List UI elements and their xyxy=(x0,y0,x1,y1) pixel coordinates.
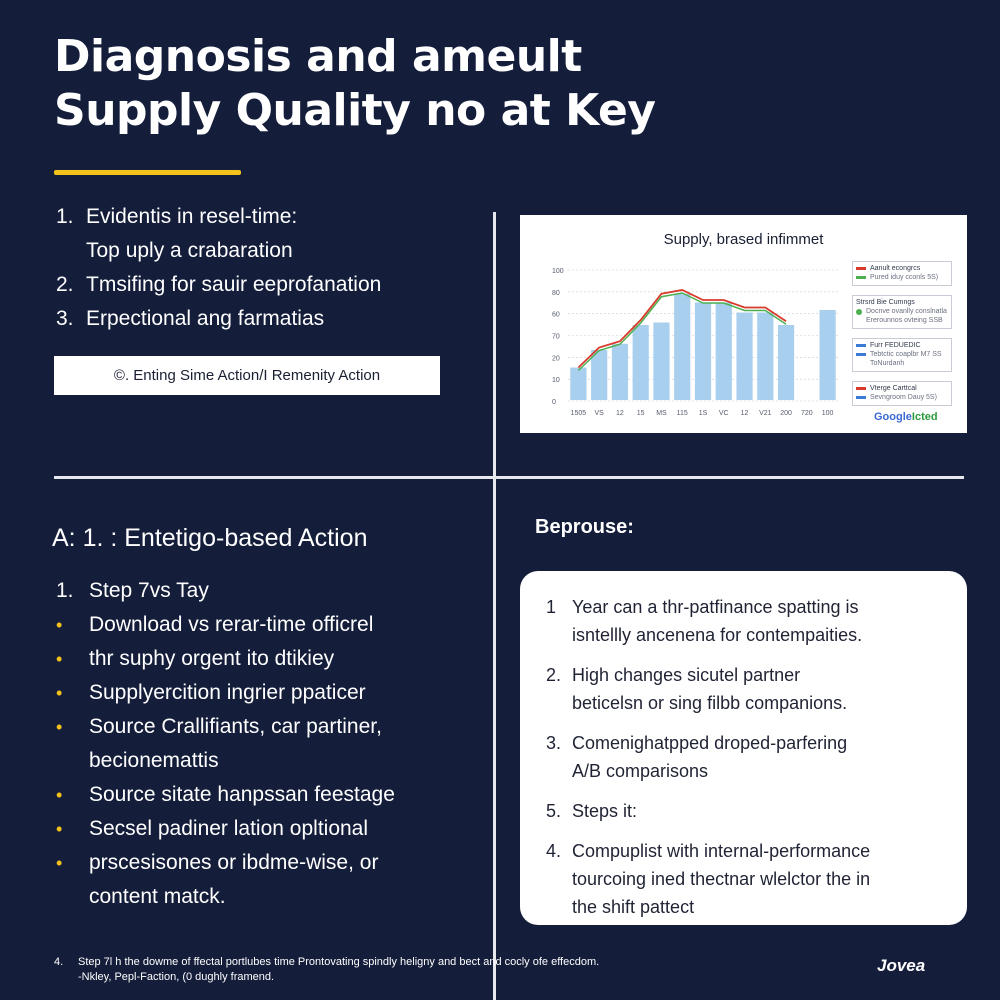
legend-line-icon xyxy=(856,276,866,279)
x-tick-label: 100 xyxy=(821,410,834,417)
y-tick-label: 80 xyxy=(552,289,560,297)
list-number: 5. xyxy=(546,801,562,821)
chart-bar xyxy=(820,310,836,400)
top-list xyxy=(56,200,466,336)
y-tick-label: 20 xyxy=(552,355,560,363)
page-title xyxy=(54,30,954,138)
chart-bar xyxy=(633,325,649,400)
action-button[interactable] xyxy=(54,356,440,395)
list-text: Tmsifing for sauir eeprofanation xyxy=(86,273,382,296)
legend-line-icon xyxy=(856,344,866,347)
list-number: 4. xyxy=(546,841,562,861)
list-text xyxy=(89,642,334,676)
response-text xyxy=(572,593,862,649)
response-text-line: Comenighatpped droped-parfering xyxy=(572,733,848,753)
response-text-line: Steps it: xyxy=(572,801,638,821)
brand-logo: Jovea xyxy=(877,956,926,975)
title-accent-bar xyxy=(54,170,241,175)
list-text xyxy=(86,200,297,268)
x-tick-label: 12 xyxy=(740,410,749,417)
footer-line: -Nkley, Pepl-Faction, (0 dughly framend. xyxy=(78,971,275,983)
footer-number: 4. xyxy=(54,956,64,968)
footer-note xyxy=(54,955,754,985)
step-list-item xyxy=(56,676,476,710)
legend-line-icon xyxy=(856,396,866,399)
top-list-item xyxy=(56,302,466,336)
legend-title: Strsrd Bie Cumngs xyxy=(856,299,915,306)
chart-legend xyxy=(852,261,952,415)
list-number: 1. xyxy=(56,205,74,228)
list-text-line: Source sitate hanpssan feestage xyxy=(89,783,395,806)
bullet-icon: • xyxy=(56,615,63,635)
response-text-line: Compuplist with internal-performance xyxy=(572,841,871,861)
list-text: Erpectional ang farmatias xyxy=(86,307,325,330)
response-text xyxy=(572,729,847,785)
list-text-line: thr suphy orgent ito dtikiey xyxy=(89,647,335,670)
step-list-item xyxy=(56,574,476,608)
list-text-line: becionemattis xyxy=(89,749,219,772)
list-number: 3. xyxy=(546,733,562,753)
response-text-line: A/B comparisons xyxy=(572,761,709,781)
step-list-item xyxy=(56,778,476,812)
bullet-icon: • xyxy=(56,785,63,805)
legend-item xyxy=(852,338,952,372)
list-number: 1 xyxy=(546,597,557,617)
step-list-item xyxy=(56,642,476,676)
y-tick-label: 0 xyxy=(552,399,556,406)
brand-prefix: Google xyxy=(874,411,912,423)
legend-item xyxy=(852,381,952,406)
chart-bar xyxy=(653,323,669,401)
top-list-item xyxy=(56,200,466,268)
chart-bar xyxy=(695,303,711,401)
x-tick-label: MS xyxy=(656,410,667,417)
chart-bar xyxy=(591,350,607,400)
y-tick-label: 60 xyxy=(552,311,560,319)
chart-bar xyxy=(570,368,586,401)
legend-line-icon xyxy=(856,267,866,270)
response-text-line: tourcoing ined thectnar wlelctor the in xyxy=(572,869,871,889)
response-item xyxy=(546,837,951,921)
y-tick-label: 70 xyxy=(552,333,560,341)
chart-bar xyxy=(674,294,690,400)
list-text-line: prscesisones or ibdme-wise, or xyxy=(89,851,379,874)
list-text xyxy=(89,812,368,846)
x-tick-label: VC xyxy=(718,410,729,417)
chart-bar xyxy=(716,303,732,401)
chart-bar xyxy=(736,313,752,401)
list-text xyxy=(89,676,366,710)
bullet-icon: • xyxy=(56,717,63,737)
legend-item xyxy=(852,295,952,329)
step-list-item xyxy=(56,608,476,642)
list-number: 3. xyxy=(56,307,74,330)
response-text-line: beticelsn or sing filbb companions. xyxy=(572,693,848,713)
chart-bar xyxy=(757,313,773,401)
legend-dot-icon xyxy=(856,309,862,315)
vertical-divider xyxy=(493,212,496,1000)
response-text-line: isntellly ancenena for contempaities. xyxy=(572,625,863,645)
response-item xyxy=(546,797,951,825)
section-title: A: 1. : Entetigo-based Action xyxy=(52,524,368,552)
x-tick-label: 1505 xyxy=(570,410,587,417)
list-number: 1. xyxy=(56,579,74,602)
response-list xyxy=(546,593,951,933)
list-text xyxy=(89,778,395,812)
response-item xyxy=(546,593,951,649)
top-list-item xyxy=(56,268,466,302)
legend-title: Furr FEDUEDIC xyxy=(870,342,921,349)
bullet-icon: • xyxy=(56,819,63,839)
list-text-line: Secsel padiner lation opltional xyxy=(89,817,369,840)
list-text-line: Top uply a crabaration xyxy=(86,239,293,262)
list-number: 2. xyxy=(56,273,74,296)
response-text-line: the shift pattect xyxy=(572,897,695,917)
brand-suffix: Icted xyxy=(911,411,938,423)
list-text-line: Source Crallifiants, car partiner, xyxy=(89,715,382,738)
list-text xyxy=(89,710,382,778)
response-item xyxy=(546,661,951,717)
footer-line: Step 7l h the dowme of ffectal portlubes time Prontovating spindly heligny and bect and cocly ofe effecdom. xyxy=(78,956,600,968)
legend-title: Vterge Carttcal xyxy=(870,385,917,392)
list-text xyxy=(89,846,378,914)
legend-line-icon xyxy=(856,387,866,390)
bullet-icon: • xyxy=(56,683,63,703)
response-text-line: Year can a thr-patfinance spatting is xyxy=(572,597,859,617)
legend-sub: ToNurdanh xyxy=(870,360,905,367)
chart-card xyxy=(520,215,967,433)
list-number: 2. xyxy=(546,665,562,685)
x-tick-label: 1S xyxy=(698,410,708,417)
response-text xyxy=(572,661,847,717)
legend-line-icon xyxy=(856,353,866,356)
action-button-label: ©. Enting Sime Action/I Remenity Action xyxy=(113,367,381,384)
x-tick-label: 12 xyxy=(616,410,624,417)
legend-sub: Sevngroom Dauy 5S) xyxy=(870,394,937,401)
x-tick-label: 720 xyxy=(801,410,813,417)
y-tick-label: 10 xyxy=(552,377,560,385)
horizontal-divider xyxy=(54,476,964,479)
title-line-2: Supply Quality no at Key xyxy=(54,85,656,136)
response-text xyxy=(572,797,637,825)
list-text-line: content matck. xyxy=(89,885,226,908)
bullet-icon: • xyxy=(56,853,63,873)
chart-bar xyxy=(778,325,794,400)
response-item xyxy=(546,729,951,785)
response-label: Beprouse: xyxy=(535,516,634,538)
bullet-icon: • xyxy=(56,649,63,669)
response-text xyxy=(572,837,870,921)
chart-title: Supply, brased infimmet xyxy=(663,231,824,248)
chart-bar xyxy=(612,344,628,400)
legend-sub: Tebtctic coaplbr M7 SS xyxy=(870,351,942,358)
list-text-line: Supplyercition ingrier ppaticer xyxy=(89,681,366,704)
x-tick-label: 15 xyxy=(636,410,645,417)
legend-item xyxy=(852,261,952,286)
y-tick-label: 100 xyxy=(552,268,564,275)
chart-brand-tag xyxy=(874,411,938,423)
step-list-item xyxy=(56,710,476,778)
legend-sub: Docnve ovanlly conslnatla xyxy=(866,308,947,315)
legend-title: Aanult econgrcs xyxy=(870,265,921,272)
title-line-1: Diagnosis and ameult xyxy=(54,31,582,82)
list-text-line: Evidentis in resel-time: xyxy=(86,205,298,228)
x-tick-label: V21 xyxy=(759,410,772,417)
footer-text xyxy=(78,955,599,985)
legend-sub: Pured iduy cconls 5S) xyxy=(870,274,939,281)
list-text-line: Download vs rerar-time officrel xyxy=(89,613,374,636)
step-list-item xyxy=(56,812,476,846)
x-tick-label: 200 xyxy=(780,410,792,417)
x-tick-label: 115 xyxy=(676,410,688,417)
legend-sub: Ererounnos ovteing SSB xyxy=(866,317,943,324)
step-list-item xyxy=(56,846,476,914)
list-text xyxy=(89,574,209,608)
list-text-line: Step 7vs Tay xyxy=(89,579,209,602)
list-text xyxy=(89,608,373,642)
response-card xyxy=(520,571,967,925)
response-text-line: High changes sicutel partner xyxy=(572,665,801,685)
step-list xyxy=(56,574,476,914)
x-tick-label: VS xyxy=(594,410,604,417)
